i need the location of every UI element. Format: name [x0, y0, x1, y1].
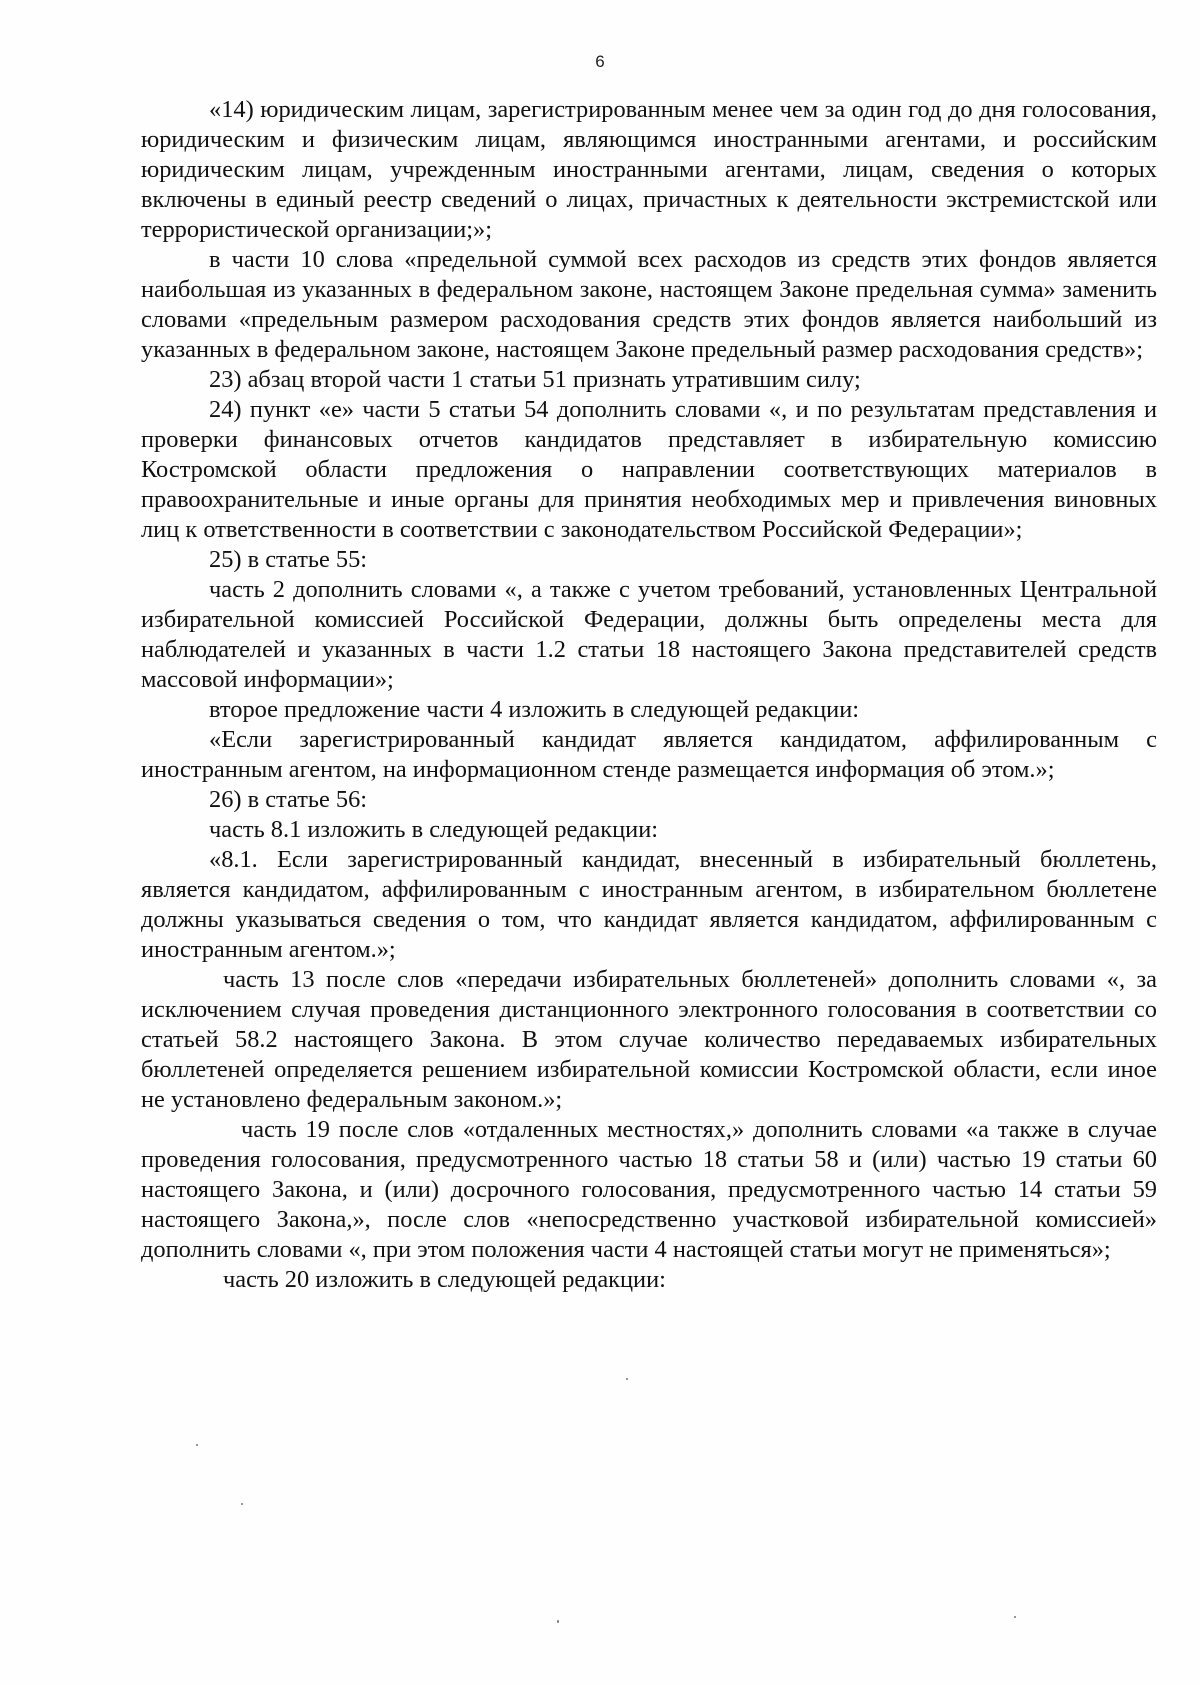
paragraph-part-8-1-intro: часть 8.1 изложить в следующей редакции: [209, 816, 659, 843]
paragraph-part-4-intro: второе предложение части 4 изложить в следующей редакции: [209, 696, 860, 723]
scan-speck [241, 1503, 243, 1505]
document-body [141, 95, 1157, 1295]
paragraph-part-19: часть 19 после слов «отдаленных местностях,» дополнить словами «а также в случае проведения голосования, предусмотренного частью 18 статьи 58 и (или) частью 19 статьи 60 настоящего Закона, и (или) досрочного голосования, предусмотренного частью 14 статьи 59 настоящего Закона,», после слов «непосредственно участковой избирательной комиссией» дополнить словами «, при этом положения части 4 настоящей статьи могут не применяться»; [141, 1116, 1157, 1263]
paragraph-part-4-text: «Если зарегистрированный кандидат является кандидатом, аффилированным с иностранным агентом, на информационном стенде размещается информация об этом.»; [141, 726, 1157, 783]
paragraph-part-8-1-text: «8.1. Если зарегистрированный кандидат, внесенный в избирательный бюллетень, является кандидатом, аффилированным с иностранным агентом, в избирательном бюллетене должны указываться сведения о том, что кандидат является кандидатом, аффилированным с иностранным агентом.»; [141, 846, 1157, 963]
paragraph-item-25: 25) в статье 55: [209, 546, 368, 573]
scan-speck [557, 1620, 559, 1623]
paragraph-item-23: 23) абзац второй части 1 статьи 51 признать утратившим силу; [209, 366, 861, 393]
paragraph-part-10: в части 10 слова «предельной суммой всех расходов из средств этих фондов является наибольшая из указанных в федеральном законе, настоящем Законе предельная сумма» заменить словами «предельным размером расходования средств этих фондов является наибольший из указанных в федеральном законе, настоящем Законе предельный размер расходования средств»; [141, 246, 1157, 363]
paragraph-item-24: 24) пункт «е» части 5 статьи 54 дополнить словами «, и по результатам представления и проверки финансовых отчетов кандидатов представляет в избирательную комиссию Костромской области предложения о направлении соответствующих материалов в правоохранительные и иные органы для принятия необходимых мер и привлечения виновных лиц к ответственности в соответствии с законодательством Российской Федерации»; [141, 396, 1157, 543]
page-number: 6 [595, 52, 605, 71]
scan-speck [626, 1378, 628, 1380]
paragraph-part-2: часть 2 дополнить словами «, а также с учетом требований, установленных Центральной избирательной комиссией Российской Федерации, должны быть определены места для наблюдателей и указанных в части 1.2 статьи 18 настоящего Закона представителей средств массовой информации»; [141, 576, 1157, 693]
paragraph-item-26: 26) в статье 56: [209, 786, 368, 813]
scan-speck [196, 1444, 198, 1446]
scan-speck [1014, 1616, 1016, 1618]
paragraph-part-13: часть 13 после слов «передачи избирательных бюллетеней» дополнить словами «, за исключением случая проведения дистанционного электронного голосования в соответствии со статьей 58.2 настоящего Закона. В этом случае количество передаваемых избирательных бюллетеней определяется решением избирательной комиссии Костромской области, если иное не установлено федеральным законом.»; [141, 966, 1157, 1113]
paragraph-part-20: часть 20 изложить в следующей редакции: [223, 1266, 666, 1293]
paragraph-item-14: «14) юридическим лицам, зарегистрированным менее чем за один год до дня голосования, юридическим и физическим лицам, являющимся иностранными агентами, и российским юридическим лицам, учрежденным иностранными агентами, лицам, сведения о которых включены в единый реестр сведений о лицах, причастных к деятельности экстремистской или террористической организации;»; [141, 96, 1157, 243]
